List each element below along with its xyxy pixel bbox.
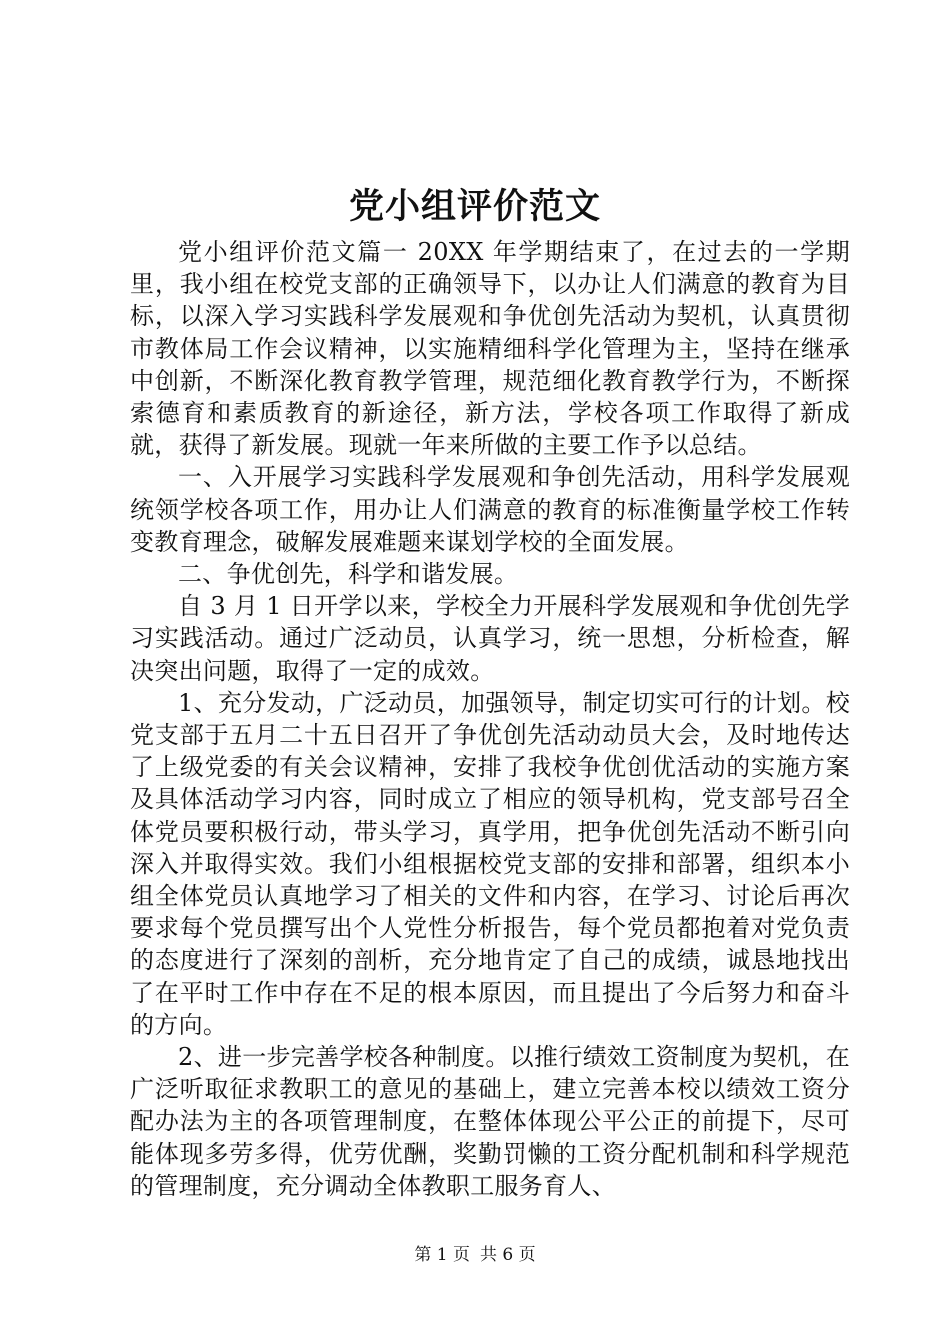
paragraph-item-1: 1、充分发动，广泛动员，加强领导，制定切实可行的计划。校党支部于五月二十五日召开了争优创先活动动员大会，及时地传达了上级党委的有关会议精神，安排了我校争优创优活动的实施方案及具体活动学习内容，同时成立了相应的领导机构，党支部号召全体党员要积极行动，带头学习，真学用，把争优创先活动不断引向深入并取得实效。我们小组根据校党支部的安排和部署，组织本小组全体党员认真地学习了相关的文件和内容，在学习、讨论后再次要求每个党员撰写出个人党性分析报告，每个党员都抱着对党负责的态度进行了深刻的剖析，充分地肯定了自己的成绩，诚恳地找出了在平时工作中存在不足的根本原因，而且提出了今后努力和奋斗的方向。 (130, 688, 850, 1039)
page-footer (0, 1243, 950, 1267)
paragraph-since-march: 自 3 月 1 日开学以来，学校全力开展科学发展观和争优创先学习实践活动。通过广泛动员，认真学习，统一思想，分析检查，解决突出问题，取得了一定的成效。 (130, 592, 850, 685)
paragraph-section-2: 二、争优创先，科学和谐发展。 (178, 560, 519, 589)
paragraph-intro: 党小组评价范文篇一 20XX 年学期结束了，在过去的一学期里，我小组在校党支部的正确领导下，以办让人们满意的教育为目标，以深入学习实践科学发展观和争优创先活动为契机，认真贯彻市教体局工作会议精神，以实施精细科学化管理为主，坚持在继承中创新，不断深化教育教学管理，规范细化教育教学行为，不断探索德育和素质教育的新途径，新方法，学校各项工作取得了新成就，获得了新发展。现就一年来所做的主要工作予以总结。 (130, 238, 850, 460)
document-body (130, 236, 850, 1202)
page-number: 第 1 页 (414, 1245, 470, 1265)
page-total: 共 6 页 (480, 1245, 536, 1265)
paragraph-section-1: 一、入开展学习实践科学发展观和争创先活动，用科学发展观统领学校各项工作，用办让人们满意的教育的标准衡量学校工作转变教育理念，破解发展难题来谋划学校的全面发展。 (130, 463, 850, 556)
paragraph-item-2: 2、进一步完善学校各种制度。以推行绩效工资制度为契机，在广泛听取征求教职工的意见的基础上，建立完善本校以绩效工资分配办法为主的各项管理制度，在整体体现公平公正的前提下，尽可能体现多劳多得，优劳优酬，奖勤罚懒的工资分配机制和科学规范的管理制度，充分调动全体教职工服务育人、 (130, 1043, 850, 1200)
document-title: 党小组评价范文 (348, 186, 601, 227)
